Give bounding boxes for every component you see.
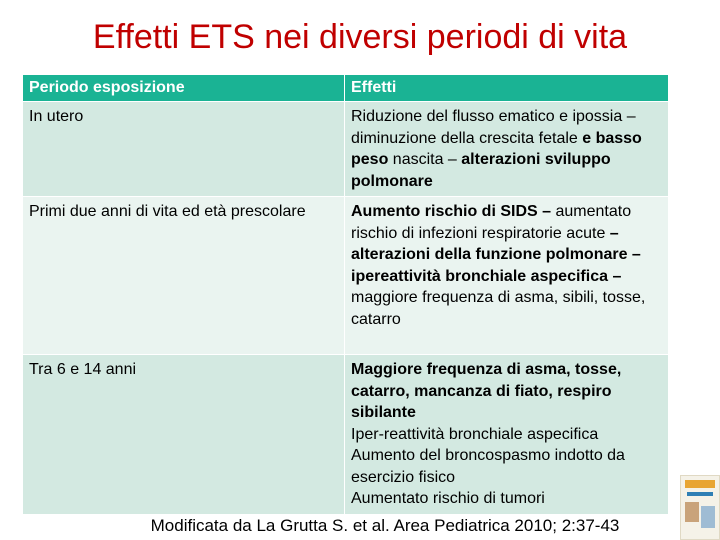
header-period: Periodo esposizione <box>23 75 345 102</box>
effects-text: nascita – <box>388 151 462 168</box>
effects-text: Aumento rischio di SIDS – <box>351 203 552 220</box>
effects-cell <box>345 102 669 197</box>
effects-text: Riduzione del flusso ematico e ipossia – diminuzione della crescita fetale <box>351 108 636 147</box>
citation: Modificata da La Grutta S. et al. Area Pediatrica 2010; 2:37-43 <box>150 516 620 535</box>
table-header-row <box>23 75 669 102</box>
effects-text: Aumento del broncospasmo indotto da esercizio fisico <box>351 447 625 486</box>
effects-text: alterazioni sviluppo polmonare <box>351 151 611 190</box>
table-row <box>23 102 669 197</box>
effects-text: e basso peso <box>351 129 642 168</box>
effects-text: Iper-reattività bronchiale aspecifica <box>351 425 599 443</box>
effects-text: – alterazioni della funzione polmonare – ipereattività bronchiale aspecifica – <box>351 224 641 285</box>
table-row <box>23 355 669 515</box>
period-cell: In utero <box>23 102 345 197</box>
page-title: Effetti ETS nei diversi periodi di vita <box>92 18 628 56</box>
effects-cell <box>345 355 669 515</box>
period-cell: Primi due anni di vita ed età prescolare <box>23 197 345 355</box>
effects-text: maggiore frequenza di asma, sibili, tosse, catarro <box>351 289 646 328</box>
header-effects: Effetti <box>345 75 669 102</box>
effects-text: aumentato rischio di infezioni respiratorie acute <box>351 203 632 242</box>
effects-text: Maggiore frequenza di asma, tosse, catarro, mancanza di fiato, respiro sibilante <box>351 361 622 421</box>
effects-cell <box>345 197 669 355</box>
period-cell: Tra 6 e 14 anni <box>23 355 345 515</box>
effects-text: Aumentato rischio di tumori <box>351 490 545 507</box>
area-pediatrica-logo <box>680 475 720 540</box>
table-row <box>23 197 669 355</box>
effects-table <box>22 74 669 515</box>
